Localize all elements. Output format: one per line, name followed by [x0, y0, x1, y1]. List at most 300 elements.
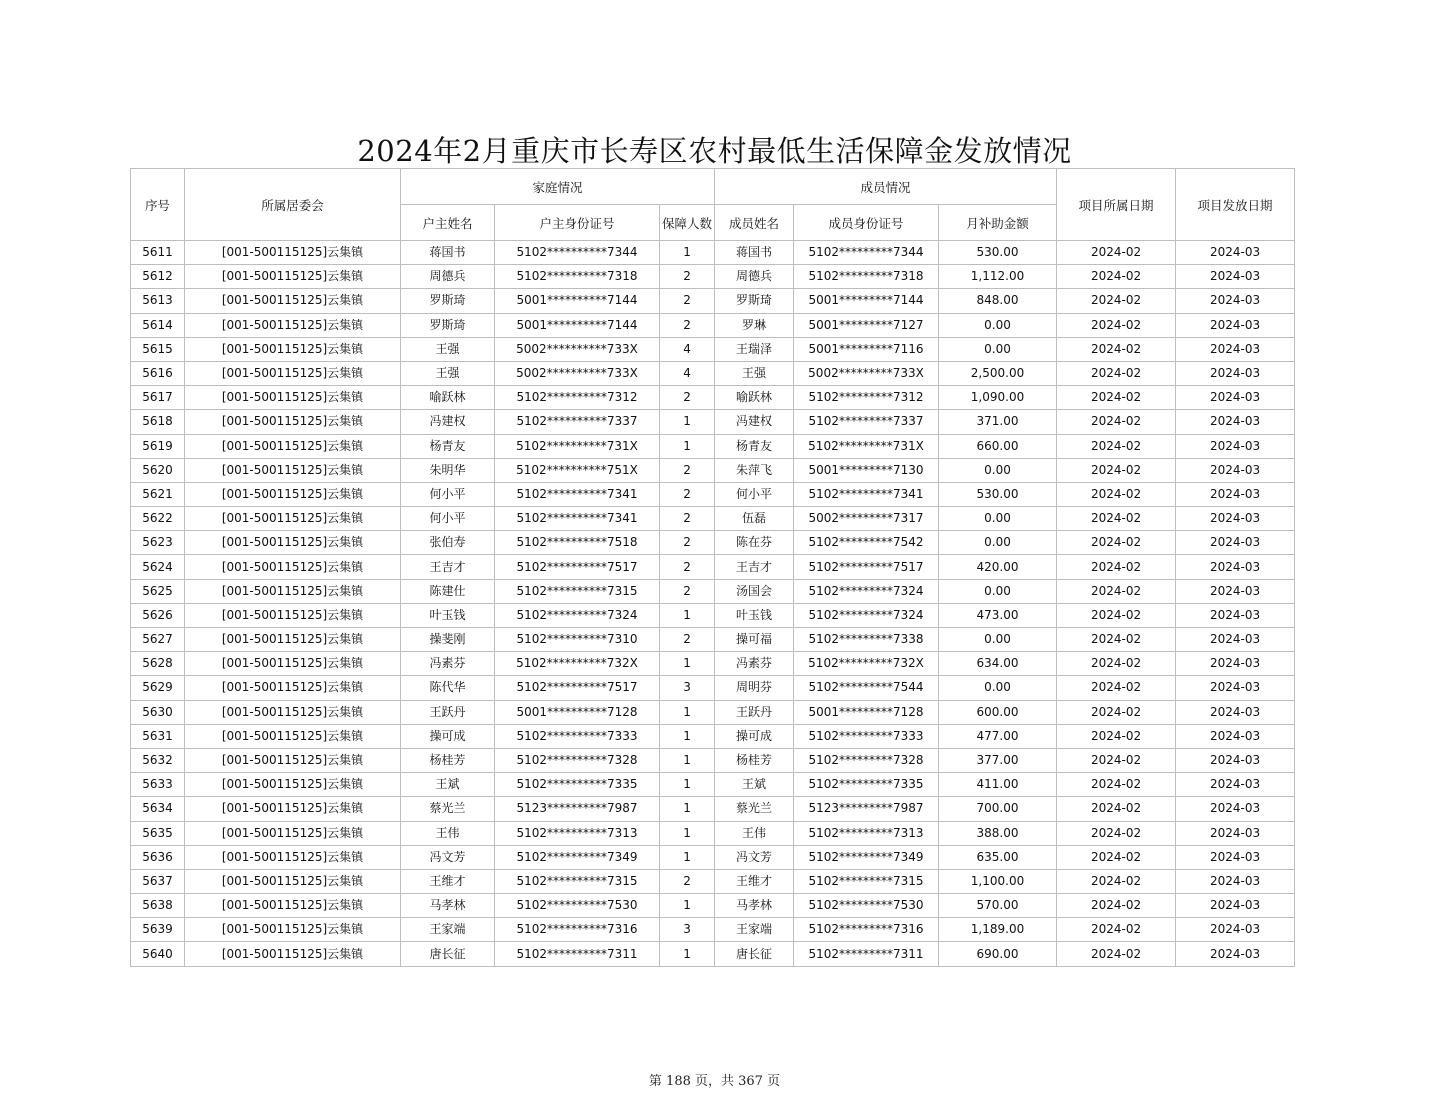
header-issue-month: 项目发放日期 [1176, 169, 1295, 241]
seq-cell: 5615 [131, 337, 185, 361]
monthly-amount-cell: 420.00 [939, 555, 1057, 579]
head-id-cell: 5102**********7349 [495, 845, 660, 869]
project-month-cell: 2024-02 [1057, 652, 1176, 676]
seq-cell: 5616 [131, 361, 185, 385]
header-covered-count: 保障人数 [660, 205, 715, 241]
committee-cell: [001-500115125]云集镇 [185, 942, 401, 966]
member-id-cell: 5102*********7318 [794, 265, 939, 289]
covered-count-cell: 3 [660, 918, 715, 942]
project-month-cell: 2024-02 [1057, 482, 1176, 506]
seq-cell: 5618 [131, 410, 185, 434]
project-month-cell: 2024-02 [1057, 797, 1176, 821]
member-id-cell: 5102*********7335 [794, 773, 939, 797]
project-month-cell: 2024-02 [1057, 265, 1176, 289]
committee-cell: [001-500115125]云集镇 [185, 579, 401, 603]
issue-month-cell: 2024-03 [1176, 289, 1295, 313]
member-name-cell: 罗斯琦 [715, 289, 794, 313]
committee-cell: [001-500115125]云集镇 [185, 507, 401, 531]
member-name-cell: 王家端 [715, 918, 794, 942]
seq-cell: 5614 [131, 313, 185, 337]
monthly-amount-cell: 388.00 [939, 821, 1057, 845]
member-name-cell: 王瑞泽 [715, 337, 794, 361]
project-month-cell: 2024-02 [1057, 748, 1176, 772]
project-month-cell: 2024-02 [1057, 555, 1176, 579]
head-name-cell: 王家端 [401, 918, 495, 942]
member-name-cell: 王跃丹 [715, 700, 794, 724]
monthly-amount-cell: 1,189.00 [939, 918, 1057, 942]
issue-month-cell: 2024-03 [1176, 555, 1295, 579]
head-id-cell: 5102**********731X [495, 434, 660, 458]
project-month-cell: 2024-02 [1057, 869, 1176, 893]
committee-cell: [001-500115125]云集镇 [185, 313, 401, 337]
seq-cell: 5626 [131, 603, 185, 627]
covered-count-cell: 2 [660, 579, 715, 603]
head-id-cell: 5102**********732X [495, 652, 660, 676]
monthly-amount-cell: 0.00 [939, 676, 1057, 700]
covered-count-cell: 4 [660, 337, 715, 361]
member-name-cell: 王强 [715, 361, 794, 385]
covered-count-cell: 1 [660, 845, 715, 869]
covered-count-cell: 2 [660, 628, 715, 652]
member-id-cell: 5001*********7116 [794, 337, 939, 361]
covered-count-cell: 2 [660, 289, 715, 313]
project-month-cell: 2024-02 [1057, 241, 1176, 265]
monthly-amount-cell: 0.00 [939, 507, 1057, 531]
project-month-cell: 2024-02 [1057, 337, 1176, 361]
monthly-amount-cell: 660.00 [939, 434, 1057, 458]
table-row [131, 845, 1295, 869]
member-id-cell: 5102*********7530 [794, 894, 939, 918]
covered-count-cell: 2 [660, 313, 715, 337]
seq-cell: 5628 [131, 652, 185, 676]
seq-cell: 5625 [131, 579, 185, 603]
committee-cell: [001-500115125]云集镇 [185, 773, 401, 797]
table-header [131, 169, 1295, 241]
member-name-cell: 王吉才 [715, 555, 794, 579]
head-id-cell: 5102**********751X [495, 458, 660, 482]
head-id-cell: 5002**********733X [495, 361, 660, 385]
member-id-cell: 5002*********733X [794, 361, 939, 385]
member-id-cell: 5102*********7315 [794, 869, 939, 893]
member-id-cell: 5002*********7317 [794, 507, 939, 531]
head-name-cell: 王强 [401, 337, 495, 361]
covered-count-cell: 1 [660, 894, 715, 918]
head-name-cell: 陈建仕 [401, 579, 495, 603]
seq-cell: 5633 [131, 773, 185, 797]
committee-cell: [001-500115125]云集镇 [185, 603, 401, 627]
covered-count-cell: 1 [660, 652, 715, 676]
monthly-amount-cell: 411.00 [939, 773, 1057, 797]
table-row [131, 603, 1295, 627]
monthly-amount-cell: 848.00 [939, 289, 1057, 313]
head-name-cell: 杨青友 [401, 434, 495, 458]
member-id-cell: 5102*********7341 [794, 482, 939, 506]
issue-month-cell: 2024-03 [1176, 603, 1295, 627]
monthly-amount-cell: 700.00 [939, 797, 1057, 821]
table-row [131, 313, 1295, 337]
head-name-cell: 王吉才 [401, 555, 495, 579]
committee-cell: [001-500115125]云集镇 [185, 410, 401, 434]
header-family-group: 家庭情况 [401, 169, 715, 205]
committee-cell: [001-500115125]云集镇 [185, 845, 401, 869]
covered-count-cell: 2 [660, 386, 715, 410]
member-name-cell: 马孝林 [715, 894, 794, 918]
committee-cell: [001-500115125]云集镇 [185, 337, 401, 361]
head-id-cell: 5102**********7315 [495, 579, 660, 603]
monthly-amount-cell: 0.00 [939, 628, 1057, 652]
issue-month-cell: 2024-03 [1176, 458, 1295, 482]
head-name-cell: 罗斯琦 [401, 289, 495, 313]
covered-count-cell: 1 [660, 773, 715, 797]
table-row [131, 628, 1295, 652]
covered-count-cell: 2 [660, 265, 715, 289]
covered-count-cell: 4 [660, 361, 715, 385]
member-name-cell: 操可福 [715, 628, 794, 652]
member-name-cell: 唐长征 [715, 942, 794, 966]
project-month-cell: 2024-02 [1057, 507, 1176, 531]
seq-cell: 5640 [131, 942, 185, 966]
issue-month-cell: 2024-03 [1176, 482, 1295, 506]
seq-cell: 5623 [131, 531, 185, 555]
seq-cell: 5619 [131, 434, 185, 458]
covered-count-cell: 2 [660, 869, 715, 893]
committee-cell: [001-500115125]云集镇 [185, 241, 401, 265]
member-id-cell: 5001*********7127 [794, 313, 939, 337]
table-body [131, 241, 1295, 967]
member-name-cell: 伍磊 [715, 507, 794, 531]
table-row [131, 821, 1295, 845]
head-id-cell: 5102**********7312 [495, 386, 660, 410]
head-id-cell: 5102**********7318 [495, 265, 660, 289]
project-month-cell: 2024-02 [1057, 458, 1176, 482]
header-head-id: 户主身份证号 [495, 205, 660, 241]
member-id-cell: 5102*********7337 [794, 410, 939, 434]
committee-cell: [001-500115125]云集镇 [185, 700, 401, 724]
seq-cell: 5617 [131, 386, 185, 410]
covered-count-cell: 1 [660, 797, 715, 821]
head-id-cell: 5102**********7333 [495, 724, 660, 748]
member-name-cell: 王维才 [715, 869, 794, 893]
issue-month-cell: 2024-03 [1176, 942, 1295, 966]
head-id-cell: 5102**********7341 [495, 482, 660, 506]
head-id-cell: 5001**********7144 [495, 289, 660, 313]
head-name-cell: 罗斯琦 [401, 313, 495, 337]
monthly-amount-cell: 377.00 [939, 748, 1057, 772]
issue-month-cell: 2024-03 [1176, 748, 1295, 772]
header-member-id: 成员身份证号 [794, 205, 939, 241]
member-id-cell: 5001*********7128 [794, 700, 939, 724]
table-row [131, 942, 1295, 966]
covered-count-cell: 2 [660, 531, 715, 555]
member-id-cell: 5001*********7144 [794, 289, 939, 313]
monthly-amount-cell: 0.00 [939, 313, 1057, 337]
member-id-cell: 5102*********7338 [794, 628, 939, 652]
member-name-cell: 周德兵 [715, 265, 794, 289]
project-month-cell: 2024-02 [1057, 942, 1176, 966]
project-month-cell: 2024-02 [1057, 724, 1176, 748]
table-row [131, 241, 1295, 265]
allowance-table [130, 168, 1295, 967]
table-row [131, 531, 1295, 555]
head-name-cell: 冯建权 [401, 410, 495, 434]
head-name-cell: 杨桂芳 [401, 748, 495, 772]
issue-month-cell: 2024-03 [1176, 579, 1295, 603]
committee-cell: [001-500115125]云集镇 [185, 531, 401, 555]
issue-month-cell: 2024-03 [1176, 361, 1295, 385]
table-row [131, 386, 1295, 410]
head-name-cell: 张伯寿 [401, 531, 495, 555]
member-name-cell: 朱萍飞 [715, 458, 794, 482]
member-id-cell: 5102*********7542 [794, 531, 939, 555]
page-title: 2024年2月重庆市长寿区农村最低生活保障金发放情况 [357, 134, 1072, 168]
covered-count-cell: 1 [660, 700, 715, 724]
head-name-cell: 唐长征 [401, 942, 495, 966]
covered-count-cell: 2 [660, 555, 715, 579]
monthly-amount-cell: 570.00 [939, 894, 1057, 918]
seq-cell: 5639 [131, 918, 185, 942]
issue-month-cell: 2024-03 [1176, 628, 1295, 652]
head-name-cell: 王斌 [401, 773, 495, 797]
head-id-cell: 5102**********7313 [495, 821, 660, 845]
table-row [131, 918, 1295, 942]
project-month-cell: 2024-02 [1057, 361, 1176, 385]
head-name-cell: 蒋国书 [401, 241, 495, 265]
seq-cell: 5612 [131, 265, 185, 289]
monthly-amount-cell: 634.00 [939, 652, 1057, 676]
project-month-cell: 2024-02 [1057, 845, 1176, 869]
project-month-cell: 2024-02 [1057, 386, 1176, 410]
project-month-cell: 2024-02 [1057, 894, 1176, 918]
head-name-cell: 操可成 [401, 724, 495, 748]
table-row [131, 482, 1295, 506]
project-month-cell: 2024-02 [1057, 434, 1176, 458]
table-row [131, 869, 1295, 893]
committee-cell: [001-500115125]云集镇 [185, 676, 401, 700]
head-name-cell: 陈代华 [401, 676, 495, 700]
member-name-cell: 蒋国书 [715, 241, 794, 265]
project-month-cell: 2024-02 [1057, 289, 1176, 313]
committee-cell: [001-500115125]云集镇 [185, 386, 401, 410]
covered-count-cell: 1 [660, 942, 715, 966]
head-id-cell: 5102**********7337 [495, 410, 660, 434]
head-id-cell: 5102**********7324 [495, 603, 660, 627]
head-name-cell: 何小平 [401, 507, 495, 531]
committee-cell: [001-500115125]云集镇 [185, 361, 401, 385]
header-member-name: 成员姓名 [715, 205, 794, 241]
member-id-cell: 5102*********7344 [794, 241, 939, 265]
head-id-cell: 5102**********7316 [495, 918, 660, 942]
issue-month-cell: 2024-03 [1176, 434, 1295, 458]
member-name-cell: 冯文芳 [715, 845, 794, 869]
member-name-cell: 王伟 [715, 821, 794, 845]
member-id-cell: 5102*********7312 [794, 386, 939, 410]
member-id-cell: 5102*********7324 [794, 603, 939, 627]
member-name-cell: 冯素芬 [715, 652, 794, 676]
issue-month-cell: 2024-03 [1176, 773, 1295, 797]
monthly-amount-cell: 477.00 [939, 724, 1057, 748]
seq-cell: 5635 [131, 821, 185, 845]
issue-month-cell: 2024-03 [1176, 845, 1295, 869]
table-row [131, 361, 1295, 385]
issue-month-cell: 2024-03 [1176, 797, 1295, 821]
head-id-cell: 5102**********7315 [495, 869, 660, 893]
project-month-cell: 2024-02 [1057, 700, 1176, 724]
head-name-cell: 马孝林 [401, 894, 495, 918]
head-name-cell: 叶玉钱 [401, 603, 495, 627]
monthly-amount-cell: 690.00 [939, 942, 1057, 966]
table-row [131, 894, 1295, 918]
head-id-cell: 5102**********7518 [495, 531, 660, 555]
page-footer: 第 188 页，共 367 页 [648, 1074, 781, 1089]
issue-month-cell: 2024-03 [1176, 386, 1295, 410]
table-row [131, 555, 1295, 579]
issue-month-cell: 2024-03 [1176, 869, 1295, 893]
covered-count-cell: 1 [660, 821, 715, 845]
member-name-cell: 王斌 [715, 773, 794, 797]
seq-cell: 5627 [131, 628, 185, 652]
member-id-cell: 5123*********7987 [794, 797, 939, 821]
head-id-cell: 5102**********7517 [495, 676, 660, 700]
committee-cell: [001-500115125]云集镇 [185, 821, 401, 845]
covered-count-cell: 1 [660, 724, 715, 748]
covered-count-cell: 1 [660, 434, 715, 458]
seq-cell: 5629 [131, 676, 185, 700]
committee-cell: [001-500115125]云集镇 [185, 555, 401, 579]
member-name-cell: 陈在芬 [715, 531, 794, 555]
monthly-amount-cell: 371.00 [939, 410, 1057, 434]
committee-cell: [001-500115125]云集镇 [185, 265, 401, 289]
header-member-group: 成员情况 [715, 169, 1057, 205]
project-month-cell: 2024-02 [1057, 821, 1176, 845]
head-name-cell: 周德兵 [401, 265, 495, 289]
head-id-cell: 5002**********733X [495, 337, 660, 361]
header-seq: 序号 [131, 169, 185, 241]
seq-cell: 5634 [131, 797, 185, 821]
project-month-cell: 2024-02 [1057, 918, 1176, 942]
seq-cell: 5611 [131, 241, 185, 265]
issue-month-cell: 2024-03 [1176, 337, 1295, 361]
committee-cell: [001-500115125]云集镇 [185, 458, 401, 482]
monthly-amount-cell: 0.00 [939, 458, 1057, 482]
member-name-cell: 何小平 [715, 482, 794, 506]
seq-cell: 5638 [131, 894, 185, 918]
covered-count-cell: 1 [660, 748, 715, 772]
head-name-cell: 喻跃林 [401, 386, 495, 410]
monthly-amount-cell: 0.00 [939, 337, 1057, 361]
table-row [131, 748, 1295, 772]
table-row [131, 410, 1295, 434]
table-row [131, 507, 1295, 531]
member-id-cell: 5102*********7349 [794, 845, 939, 869]
header-head-name: 户主姓名 [401, 205, 495, 241]
table-row [131, 289, 1295, 313]
member-id-cell: 5102*********7328 [794, 748, 939, 772]
table-row [131, 337, 1295, 361]
table-row [131, 773, 1295, 797]
member-name-cell: 汤国会 [715, 579, 794, 603]
monthly-amount-cell: 600.00 [939, 700, 1057, 724]
issue-month-cell: 2024-03 [1176, 821, 1295, 845]
issue-month-cell: 2024-03 [1176, 241, 1295, 265]
seq-cell: 5630 [131, 700, 185, 724]
head-id-cell: 5102**********7328 [495, 748, 660, 772]
issue-month-cell: 2024-03 [1176, 918, 1295, 942]
head-name-cell: 冯素芬 [401, 652, 495, 676]
monthly-amount-cell: 0.00 [939, 531, 1057, 555]
covered-count-cell: 1 [660, 410, 715, 434]
member-id-cell: 5102*********7517 [794, 555, 939, 579]
head-id-cell: 5102**********7530 [495, 894, 660, 918]
committee-cell: [001-500115125]云集镇 [185, 894, 401, 918]
issue-month-cell: 2024-03 [1176, 531, 1295, 555]
monthly-amount-cell: 2,500.00 [939, 361, 1057, 385]
project-month-cell: 2024-02 [1057, 603, 1176, 627]
member-id-cell: 5001*********7130 [794, 458, 939, 482]
head-name-cell: 操斐刚 [401, 628, 495, 652]
project-month-cell: 2024-02 [1057, 773, 1176, 797]
seq-cell: 5622 [131, 507, 185, 531]
member-name-cell: 蔡光兰 [715, 797, 794, 821]
member-id-cell: 5102*********731X [794, 434, 939, 458]
head-id-cell: 5001**********7144 [495, 313, 660, 337]
table-row [131, 700, 1295, 724]
covered-count-cell: 2 [660, 482, 715, 506]
member-name-cell: 叶玉钱 [715, 603, 794, 627]
member-id-cell: 5102*********7316 [794, 918, 939, 942]
member-id-cell: 5102*********732X [794, 652, 939, 676]
issue-month-cell: 2024-03 [1176, 313, 1295, 337]
issue-month-cell: 2024-03 [1176, 894, 1295, 918]
issue-month-cell: 2024-03 [1176, 700, 1295, 724]
member-id-cell: 5102*********7324 [794, 579, 939, 603]
committee-cell: [001-500115125]云集镇 [185, 434, 401, 458]
table-row [131, 434, 1295, 458]
head-name-cell: 何小平 [401, 482, 495, 506]
issue-month-cell: 2024-03 [1176, 507, 1295, 531]
seq-cell: 5636 [131, 845, 185, 869]
member-name-cell: 喻跃林 [715, 386, 794, 410]
monthly-amount-cell: 530.00 [939, 482, 1057, 506]
member-name-cell: 周明芬 [715, 676, 794, 700]
covered-count-cell: 2 [660, 507, 715, 531]
seq-cell: 5637 [131, 869, 185, 893]
issue-month-cell: 2024-03 [1176, 410, 1295, 434]
project-month-cell: 2024-02 [1057, 410, 1176, 434]
seq-cell: 5624 [131, 555, 185, 579]
table-row [131, 676, 1295, 700]
head-id-cell: 5102**********7311 [495, 942, 660, 966]
table-row [131, 652, 1295, 676]
head-name-cell: 王强 [401, 361, 495, 385]
committee-cell: [001-500115125]云集镇 [185, 918, 401, 942]
seq-cell: 5632 [131, 748, 185, 772]
member-id-cell: 5102*********7333 [794, 724, 939, 748]
monthly-amount-cell: 635.00 [939, 845, 1057, 869]
project-month-cell: 2024-02 [1057, 531, 1176, 555]
project-month-cell: 2024-02 [1057, 628, 1176, 652]
committee-cell: [001-500115125]云集镇 [185, 628, 401, 652]
header-committee: 所属居委会 [185, 169, 401, 241]
member-id-cell: 5102*********7544 [794, 676, 939, 700]
monthly-amount-cell: 530.00 [939, 241, 1057, 265]
committee-cell: [001-500115125]云集镇 [185, 748, 401, 772]
monthly-amount-cell: 0.00 [939, 579, 1057, 603]
issue-month-cell: 2024-03 [1176, 265, 1295, 289]
head-name-cell: 王伟 [401, 821, 495, 845]
member-id-cell: 5102*********7311 [794, 942, 939, 966]
covered-count-cell: 2 [660, 458, 715, 482]
committee-cell: [001-500115125]云集镇 [185, 482, 401, 506]
